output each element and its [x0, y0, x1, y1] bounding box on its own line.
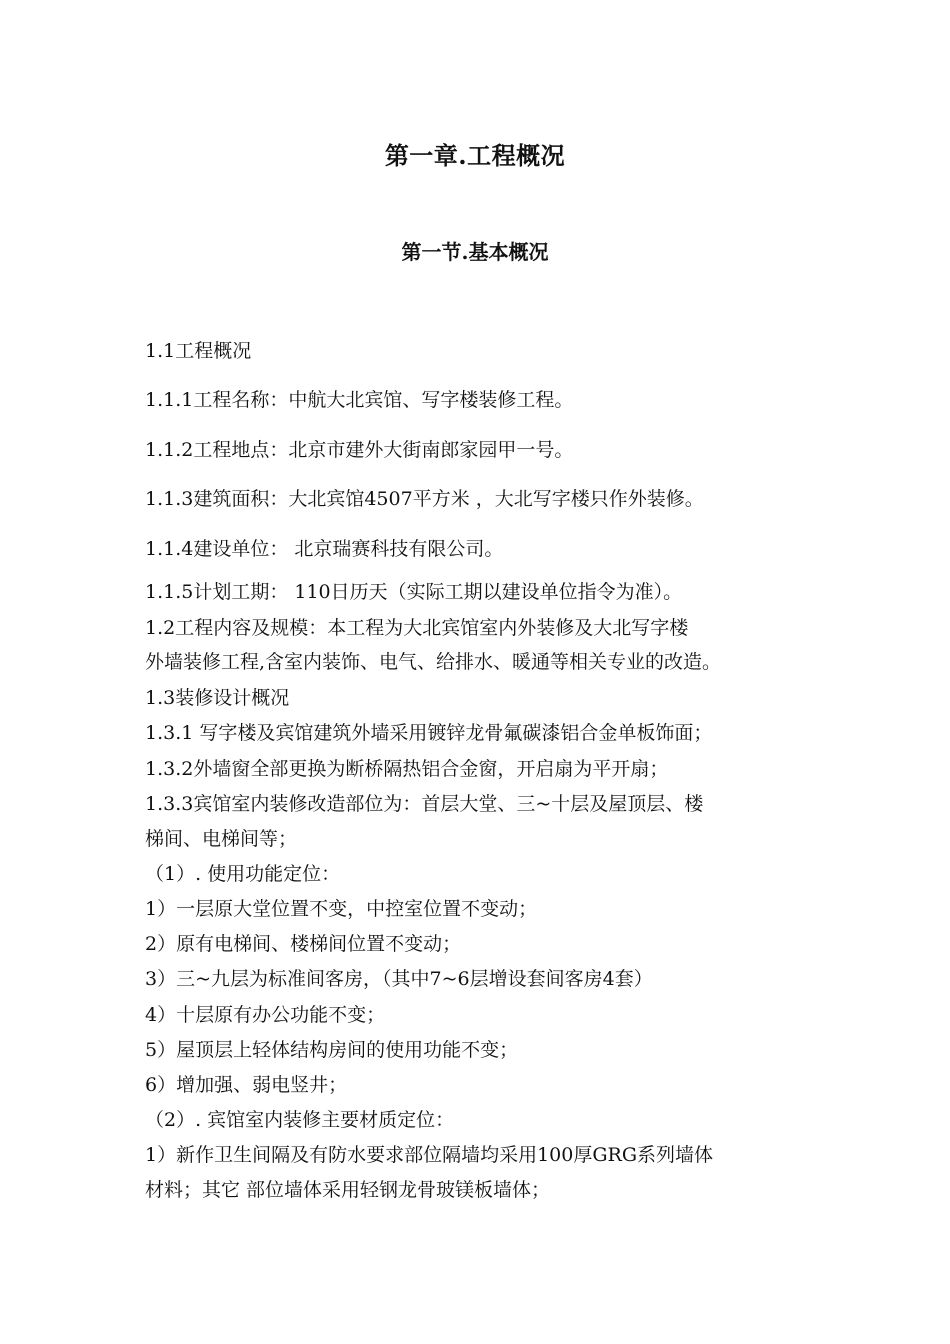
paragraph-line: （1）. 使用功能定位：: [145, 863, 341, 885]
paragraph-line: 1.3.2外墙窗全部更换为断桥隔热铝合金窗，开启扇为平开扇；: [145, 758, 669, 780]
paragraph-line: 1.1.3建筑面积：大北宾馆4507平方米 ，大北写字楼只作外装修。: [145, 488, 704, 510]
section-title: 第一节.基本概况: [401, 240, 549, 264]
paragraph-line: 1.1.1工程名称：中航大北宾馆、写字楼装修工程。: [145, 389, 574, 411]
paragraph-line: 1.3.3宾馆室内装修改造部位为：首层大堂、三~十层及屋顶层、楼: [145, 793, 704, 815]
paragraph-line: 1.1.2工程地点：北京市建外大街南郎家园甲一号。: [145, 439, 574, 461]
chapter-title: 第一章.工程概况: [384, 141, 566, 170]
paragraph-line: 外墙装修工程,含室内装饰、电气、给排水、暖通等相关专业的改造。: [145, 651, 722, 673]
paragraph-line: 1）新作卫生间隔及有防水要求部位隔墙均采用100厚GRG系列墙体: [145, 1144, 714, 1166]
paragraph-line: 1.1工程概况: [145, 340, 252, 362]
paragraph-line: 梯间、电梯间等；: [145, 828, 298, 850]
paragraph-line: 3）三~九层为标准间客房，（其中7~6层增设套间客房4套）: [145, 968, 653, 990]
paragraph-line: 材料；其它 部位墙体采用轻钢龙骨玻镁板墙体；: [145, 1179, 551, 1201]
paragraph-line: 2）原有电梯间、楼梯间位置不变动；: [145, 933, 462, 955]
paragraph-line: 1.2工程内容及规模：本工程为大北宾馆室内外装修及大北写字楼: [145, 617, 689, 639]
paragraph-line: 1.1.4建设单位： 北京瑞赛科技有限公司。: [145, 538, 504, 560]
paragraph-line: 1）一层原大堂位置不变，中控室位置不变动；: [145, 898, 538, 920]
paragraph-line: 1.1.5计划工期： 110日历天（实际工期以建设单位指令为准）。: [145, 581, 683, 603]
paragraph-line: （2）. 宾馆室内装修主要材质定位：: [145, 1109, 455, 1131]
paragraph-line: 6）增加强、弱电竖井；: [145, 1074, 348, 1096]
paragraph-line: 4）十层原有办公功能不变；: [145, 1004, 386, 1026]
paragraph-line: 5）屋顶层上轻体结构房间的使用功能不变；: [145, 1039, 519, 1061]
paragraph-line: 1.3.1 写字楼及宾馆建筑外墙采用镀锌龙骨氟碳漆铝合金单板饰面；: [145, 722, 713, 744]
paragraph-line: 1.3装修设计概况: [145, 687, 290, 709]
